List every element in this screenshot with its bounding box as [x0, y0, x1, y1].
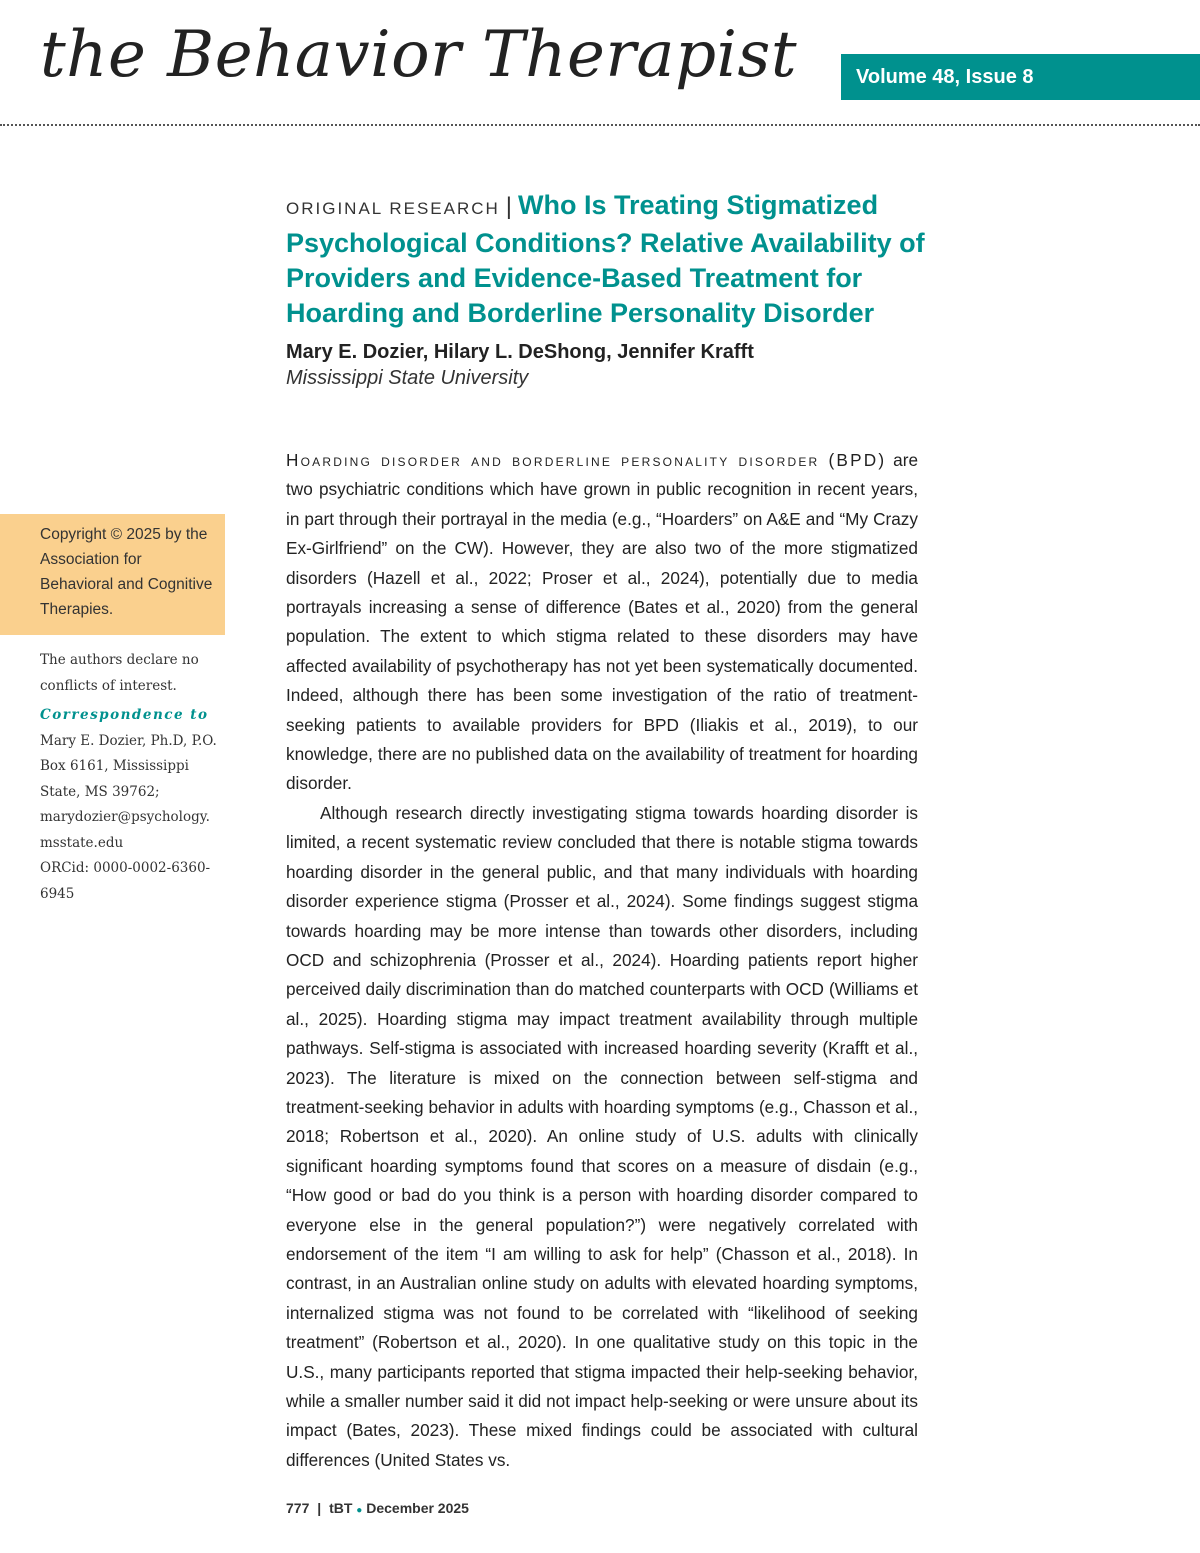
correspondence-heading: Correspondence to — [40, 707, 209, 723]
page-footer — [286, 1500, 469, 1516]
volume-issue-banner: Volume 48, Issue 8 — [841, 54, 1200, 100]
lead-in: Hoarding disorder and borderline personality disorder (BPD) — [286, 450, 887, 470]
copyright-box — [0, 514, 225, 635]
section-label: ORIGINAL RESEARCH — [286, 199, 500, 218]
paragraph-1-text: are two psychiatric conditions which have grown in public recognition in recent years, in part through their portrayal in the media (e.g., “Hoarders” on A&E and “My Crazy Ex-Girlfriend” on the CW). However, they are also two of the more stigmatized disorders (Hazell et al., 2022; Proser et al., 2024), potentially due to media portrayals increasing a sense of difference (Bates et al., 2020) from the general population. The extent to which stigma related to these disorders may have affected availability of psychotherapy has not yet been systematically documented. Indeed, although there has been some investigation of the ratio of treatment-seeking patients to available providers for BPD (Iliakis et al., 2019), to our knowledge, there are no published data on the availability of treatment for hoarding disorder. — [286, 450, 918, 794]
footer-separator: | — [317, 1500, 322, 1516]
article-authors: Mary E. Dozier, Hilary L. DeShong, Jennifer Krafft — [286, 341, 754, 363]
author-affiliation: Mississippi State University — [286, 367, 529, 389]
journal-abbrev: tBT — [329, 1500, 353, 1516]
section-separator: | — [505, 193, 513, 220]
page-number: 777 — [286, 1500, 310, 1516]
body-paragraph — [286, 446, 918, 799]
sidebar-notes — [40, 648, 222, 907]
body-paragraph-2: Although research directly investigating stigma towards hoarding disorder is limited, a recent systematic review concluded that there is notable stigma towards hoarding disorder in the general public, and that many individuals with hoarding disorder experience stigma (Prosser et al., 2024). Some findings suggest stigma towards hoarding may be more intense than towards other disorders, including OCD and schizophrenia (Prosser et al., 2024). Hoarding patients report higher perceived daily discrimination than do matched counterparts with OCD (Williams et al., 2025). Hoarding stigma may impact treatment availability through multiple pathways. Self-stigma is associated with increased hoarding severity (Krafft et al., 2023). The literature is mixed on the connection between self-stigma and treatment-seeking behavior in adults with hoarding symptoms (e.g., Chasson et al., 2018; Robertson et al., 2020). An online study of U.S. adults with clinically significant hoarding symptoms found that scores on a measure of disdain (e.g., “How good or bad do you think is a person with hoarding disorder compared to everyone else in the general population?”) were negatively correlated with endorsement of the item “I am willing to ask for help” (Chasson et al., 2018). In contrast, in an Australian online study on adults with elevated hoarding symptoms, internalized stigma was not found to be correlated with “likelihood of seeking treatment” (Robertson et al., 2020). In one qualitative study on this topic in the U.S., many participants reported that stigma impacted their help-seeking behavior, while a smaller number said it did not impact help-seeking or were unsure about its impact (Bates, 2023). These mixed findings could be associated with cultural differences (United States vs. — [286, 802, 918, 1470]
header-divider — [0, 124, 1200, 126]
orcid-id: ORCid: 0000-0002-6360-6945 — [40, 860, 211, 902]
article-title: Who Is Treating Stigmatized Psychological Conditions? Relative Availability of Providers and Evidence-Based Treatment for Hoarding and Borderline Personality Disorder — [286, 190, 925, 328]
issue-date: December 2025 — [366, 1500, 469, 1516]
journal-masthead: the Behavior Therapist — [40, 18, 798, 92]
conflicts-statement: The authors declare no conflicts of interest. — [40, 652, 199, 694]
title-block — [286, 188, 936, 331]
article-header — [286, 188, 936, 390]
bullet-icon: ● — [356, 1505, 363, 1516]
copyright-text: Copyright © 2025 by the Association for Behavioral and Cognitive Therapies. — [40, 526, 213, 618]
article-body — [286, 446, 918, 1475]
correspondence-address: Mary E. Dozier, Ph.D, P.O. Box 6161, Mississippi State, MS 39762; marydozier@psychology.msstate.edu — [40, 732, 217, 851]
